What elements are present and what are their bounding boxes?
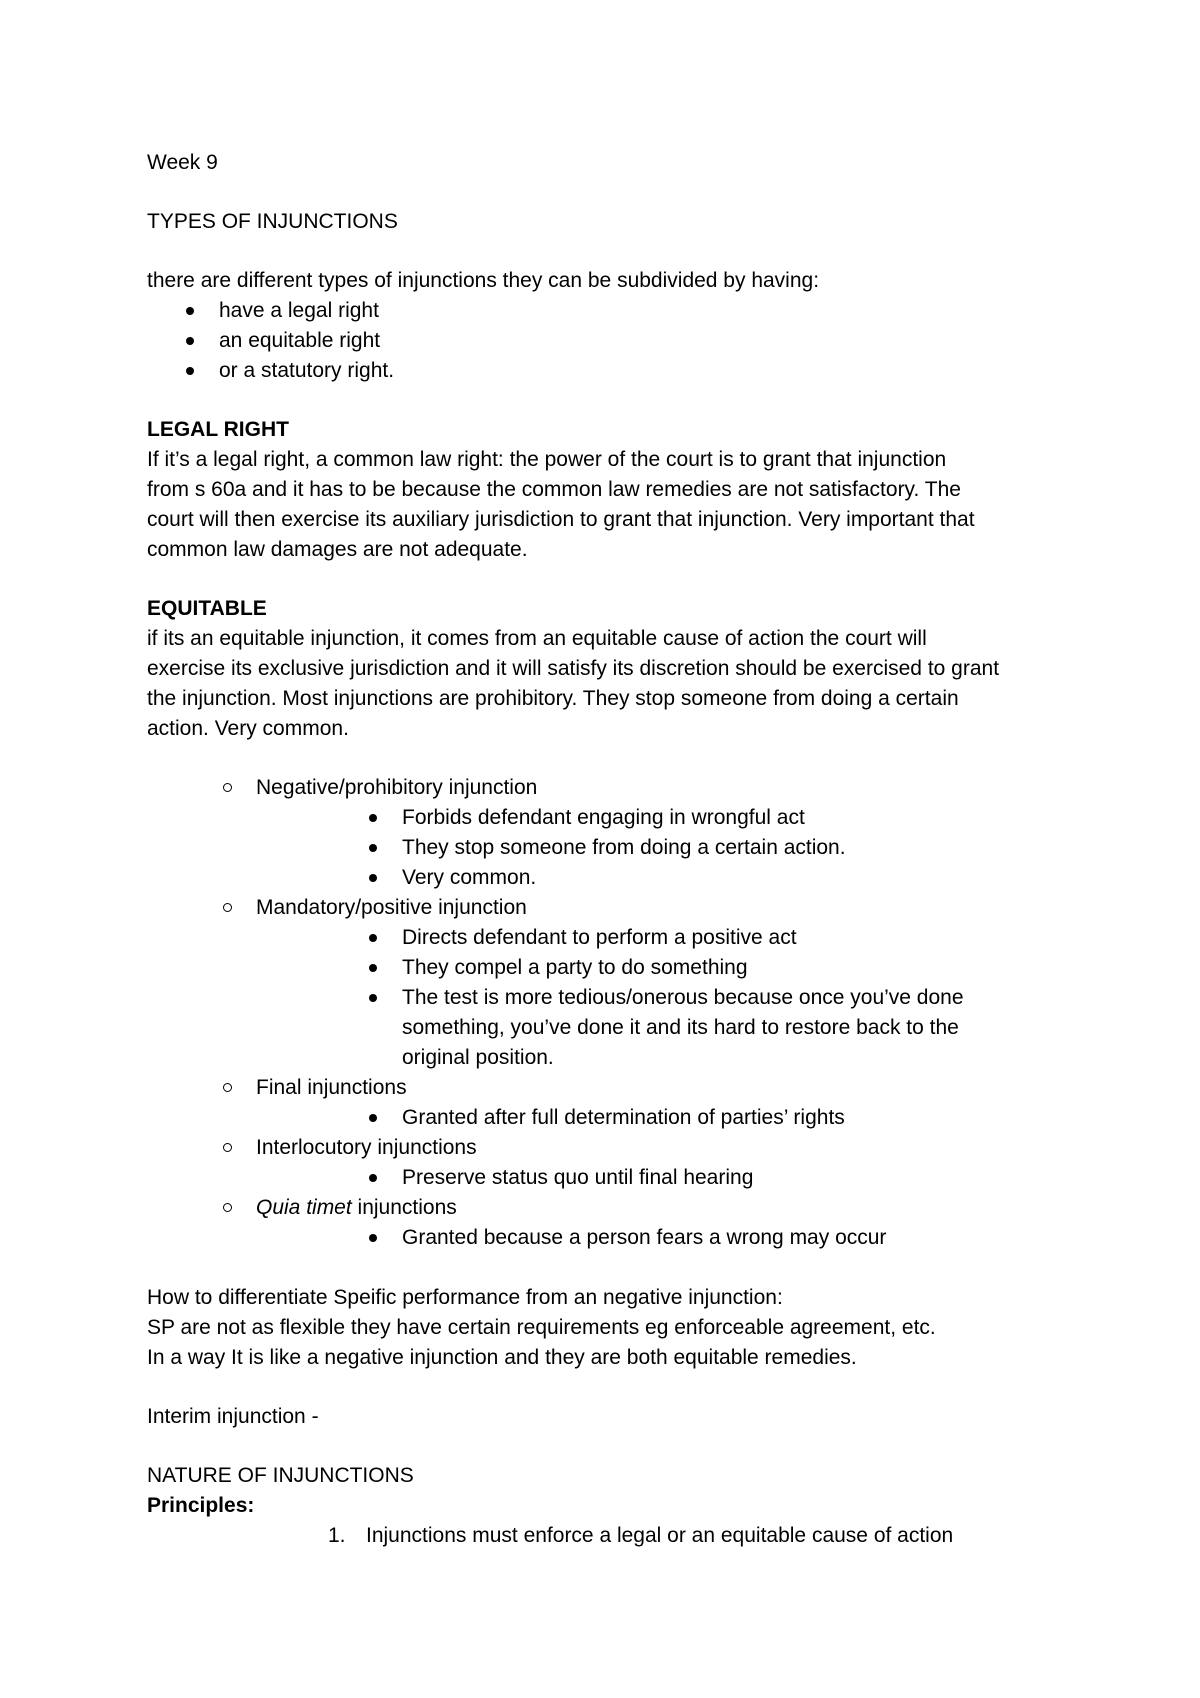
list-item: Directs defendant to perform a positive act (147, 923, 1087, 953)
list-item: Granted because a person fears a wrong may occur (147, 1223, 1087, 1253)
nature-heading: NATURE OF INJUNCTIONS (147, 1464, 414, 1487)
intro-text: there are different types of injunctions they can be subdivided by having: (147, 269, 820, 292)
interim-label: Interim injunction - (147, 1405, 319, 1428)
bullet-icon (369, 1174, 377, 1182)
injunction-types-list (147, 773, 1087, 1253)
principles-list (147, 1521, 1087, 1551)
equitable-paragraph: if its an equitable injunction, it comes from an equitable cause of action the court will exercise its exclusive jurisdiction and it will satisfy its discretion should be exercised to grant the injunction. Most injunctions are prohibitory. They stop someone from doing a certain action. Very common. (147, 627, 1000, 740)
list-item: Mandatory/positive injunction (147, 893, 1087, 923)
circle-bullet-icon (223, 903, 232, 912)
circle-bullet-icon (223, 1203, 232, 1212)
list-item: Negative/prohibitory injunction (147, 773, 1087, 803)
circle-bullet-icon (223, 1143, 232, 1152)
list-item: an equitable right (147, 326, 1087, 356)
bullet-icon (186, 337, 194, 345)
bullet-icon (369, 844, 377, 852)
bullet-icon (369, 1234, 377, 1242)
types-heading: TYPES OF INJUNCTIONS (147, 210, 398, 233)
principles-heading: Principles: (147, 1494, 255, 1517)
list-item: or a statutory right. (147, 356, 1087, 386)
list-item: Granted after full determination of parties’ rights (147, 1103, 1087, 1133)
list-item: Preserve status quo until final hearing (147, 1163, 1087, 1193)
bullet-icon (369, 964, 377, 972)
bullet-icon (369, 1114, 377, 1122)
legal-right-heading: LEGAL RIGHT (147, 418, 289, 441)
list-item: They stop someone from doing a certain action. (147, 833, 1087, 863)
bullet-icon (369, 934, 377, 942)
bullet-icon (369, 994, 377, 1002)
bullet-icon (369, 814, 377, 822)
list-item: Very common. (147, 863, 1087, 893)
intro-bullet-list (147, 296, 1087, 386)
bullet-icon (186, 367, 194, 375)
bullet-icon (369, 874, 377, 882)
list-item: have a legal right (147, 296, 1087, 326)
list-item: Forbids defendant engaging in wrongful act (147, 803, 1087, 833)
week-label: Week 9 (147, 151, 218, 174)
list-item: The test is more tedious/onerous because once you’ve done something, you’ve done it and its hard to restore back to the original position. (147, 983, 1087, 1073)
circle-bullet-icon (223, 1083, 232, 1092)
circle-bullet-icon (223, 783, 232, 792)
list-item: Final injunctions (147, 1073, 1087, 1103)
bullet-icon (186, 307, 194, 315)
legal-right-paragraph: If it’s a legal right, a common law right: the power of the court is to grant that injunction from s 60a and it has to be because the common law remedies are not satisfactory. The court will then exercise its auxiliary jurisdiction to grant that injunction. Very important that common law damages are not adequate. (147, 448, 975, 561)
list-item: 1. Injunctions must enforce a legal or an equitable cause of action (328, 1524, 954, 1547)
list-item: Quia timet injunctions (147, 1193, 1087, 1223)
list-item: They compel a party to do something (147, 953, 1087, 983)
equitable-heading: EQUITABLE (147, 597, 267, 620)
list-item: Interlocutory injunctions (147, 1133, 1087, 1163)
differentiate-paragraph: How to differentiate Speific performance from an negative injunction: SP are not as flexible they have certain requirements eg enforceable agreement, etc. In a way It is like a negative injunction and they are both equitable remedies. (147, 1286, 936, 1369)
